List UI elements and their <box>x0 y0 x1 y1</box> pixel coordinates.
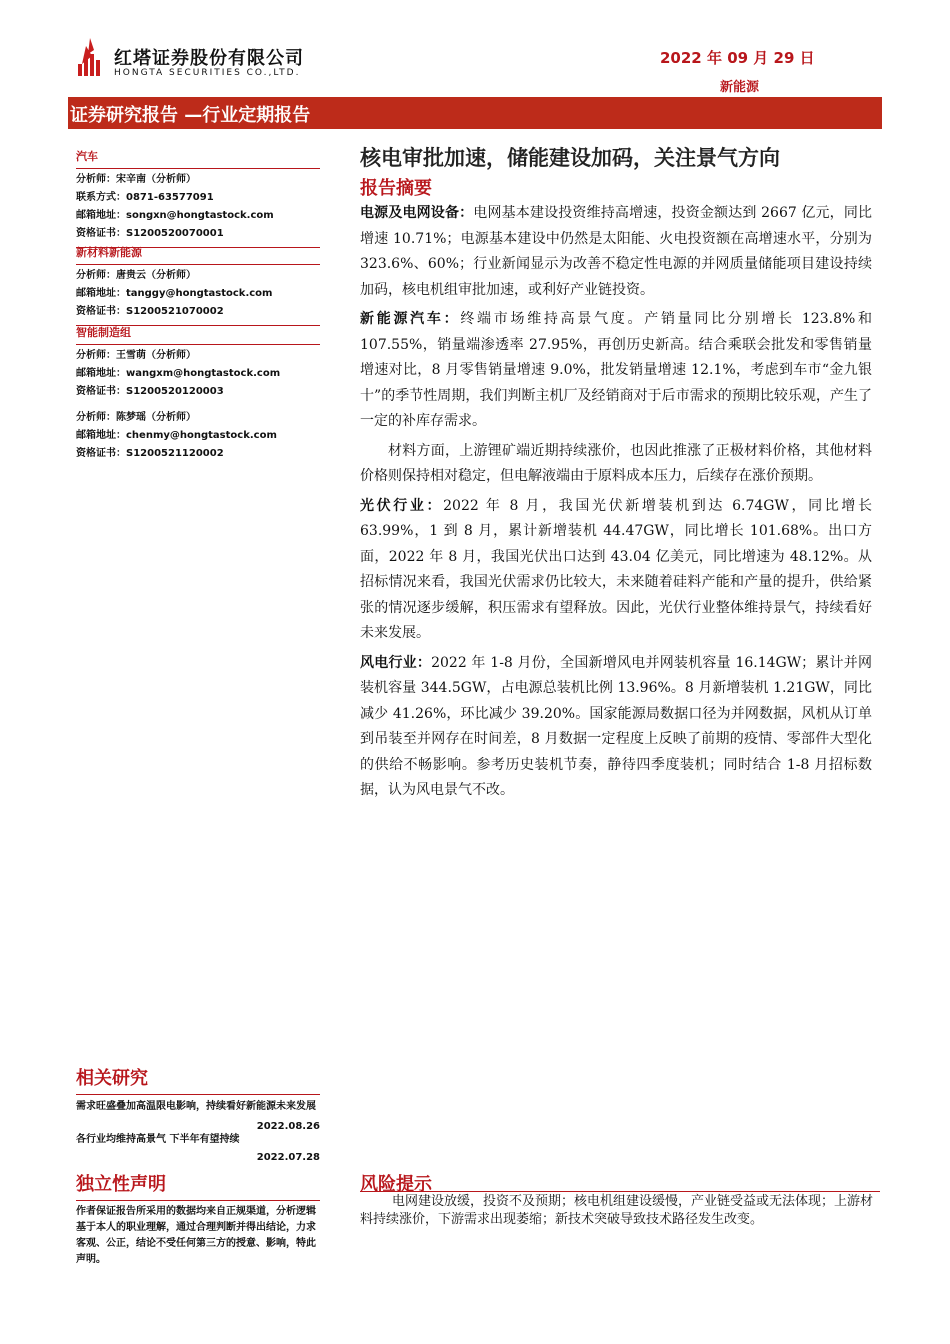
group-title: 智能制造组 <box>76 326 131 339</box>
company-name-cn: 红塔证券股份有限公司 <box>114 48 304 69</box>
company-logo-icon <box>76 38 106 78</box>
analyst-cert: 资格证书：S1200521070002 <box>76 306 224 317</box>
risk-text: 电网建设放缓，投资不及预期；核电机组建设缓慢，产业链受益或无法体现；上游材料持续涨价，下游需求出现萎缩；新技术突破导致技术路径发生改变。 <box>360 1194 874 1227</box>
abstract-body <box>360 201 872 808</box>
paragraph-materials <box>360 439 872 490</box>
group-title: 汽车 <box>76 150 98 163</box>
report-category: 新能源 <box>720 80 760 95</box>
paragraph-text: 终端市场维持高景气度。产销量同比分别增长 123.8%和 107.55%，销量端渗透率 27.95%，再创历史新高。结合乘联会批发和零售销量增速对比，8 月零售销量增速 9.0%，批发销量增速 12.1%，考虑到车市“金九银十”的季节性周期，我们判断主机厂及经销商对于后市需求的预期比较乐观，产生了一定的补库存需求。 <box>360 311 872 429</box>
report-date: 2022 年 09 月 29 日 <box>660 49 815 67</box>
paragraph-text: 材料方面，上游锂矿端近期持续涨价，也因此推涨了正极材料价格，其他材料价格则保持相对稳定，但电解液端由于原料成本压力，后续存在涨价预期。 <box>360 442 872 484</box>
related-item-text[interactable]: 需求旺盛叠加高温限电影响，持续看好新能源未来发展 <box>76 1101 316 1112</box>
analyst-group-materials <box>76 244 320 326</box>
related-title: 相关研究 <box>76 1068 148 1089</box>
divider <box>76 1200 320 1201</box>
paragraph-text: 2022 年 1-8 月份，全国新增风电并网装机容量 16.14GW；累计并网装机容量 344.5GW，占电源总装机比例 13.96%。8 月新增装机 1.21GW，同比减少 41.26%，环比减少 39.20%。国家能源局数据口径为并网数据，风机从订单到吊装至并网存在时间差，8 月数据一定程度上反映了前期的疫情、零部件大型化的供给不畅影响。参考历史装机节奏，静待四季度装机；同时结合 1-8 月招标数据，认为风电景气不改。 <box>360 654 872 798</box>
independence-statement <box>76 1170 320 1268</box>
analyst-group-auto <box>76 148 320 248</box>
paragraph-wind <box>360 651 872 804</box>
paragraph-ev <box>360 307 872 435</box>
analyst-cert: 资格证书：S1200521120002 <box>76 448 224 459</box>
analyst-email[interactable]: 邮箱地址：wangxm@hongtastock.com <box>76 368 281 379</box>
analyst-group-manufacturing <box>76 324 320 463</box>
paragraph-text: 2022 年 8 月，我国光伏新增装机到达 6.74GW，同比增长 63.99%，1 到 8 月，累计新增装机 44.47GW，同比增长 101.68%。出口方面，2022 年 8 月，我国光伏出口达到 43.04 亿美元，同比增速为 48.12%。从招标情况来看，我国光伏需求仍比较大，未来随着硅料产能和产量的提升，供给紧张的情况逐步缓解，积压需求有望释放。因此，光伏行业整体维持景气，持续看好未来发展。 <box>360 497 872 641</box>
analyst-name: 分析师：宋辛南（分析师） <box>76 174 196 185</box>
banner-title: 证券研究报告 —行业定期报告 <box>70 105 311 126</box>
divider <box>360 1191 880 1192</box>
analyst-cert: 资格证书：S1200520070001 <box>76 228 224 239</box>
analyst-name: 分析师：王雪萌（分析师） <box>76 350 196 361</box>
paragraph-text: 电网基本建设投资维持高增速，投资金额达到 2667 亿元，同比增速 10.71%；电源基本建设中仍然是太阳能、火电投资额在高增速水平，分别为 323.6%、60%；行业新闻显示为改善不稳定性电源的并网质量储能项目建设持续加码，核电机组审批加速，或利好产业链投资。 <box>360 205 873 298</box>
paragraph-lead: 电源及电网设备： <box>360 205 474 221</box>
related-research <box>76 1064 320 1163</box>
paragraph-grid <box>360 201 872 303</box>
analyst-phone: 联系方式：0871-63577091 <box>76 192 214 203</box>
divider <box>76 1094 320 1095</box>
analyst-cert: 资格证书：S1200520120003 <box>76 386 224 397</box>
analyst-email[interactable]: 邮箱地址：songxn@hongtastock.com <box>76 210 274 221</box>
divider <box>76 344 320 345</box>
report-title: 核电审批加速，储能建设加码，关注景气方向 <box>360 146 780 170</box>
related-item-date: 2022.08.26 <box>256 1121 320 1132</box>
divider <box>76 168 320 169</box>
paragraph-pv <box>360 494 872 647</box>
paragraph-lead: 新能源汽车： <box>360 311 461 327</box>
analyst-email[interactable]: 邮箱地址：tanggy@hongtastock.com <box>76 288 273 299</box>
group-title: 新材料新能源 <box>76 246 142 259</box>
paragraph-lead: 光伏行业： <box>360 497 444 514</box>
divider <box>76 264 320 265</box>
analyst-name: 分析师：陈梦瑶（分析师） <box>76 412 196 423</box>
independence-title: 独立性声明 <box>76 1174 166 1195</box>
related-item-text[interactable]: 各行业均维持高景气 下半年有望持续 <box>76 1134 240 1145</box>
abstract-title: 报告摘要 <box>360 178 432 199</box>
related-item-date: 2022.07.28 <box>256 1152 320 1163</box>
analyst-email[interactable]: 邮箱地址：chenmy@hongtastock.com <box>76 430 277 441</box>
analyst-name: 分析师：唐贵云（分析师） <box>76 270 196 281</box>
risk-title: 风险提示 <box>360 1174 432 1195</box>
company-name-en: HONGTA SECURITIES CO.,LTD. <box>114 68 301 78</box>
independence-text: 作者保证报告所采用的数据均来自正规渠道，分析逻辑基于本人的职业理解，通过合理判断并得出结论，力求客观、公正，结论不受任何第三方的授意、影响，特此声明。 <box>76 1206 316 1265</box>
paragraph-lead: 风电行业： <box>360 654 432 671</box>
